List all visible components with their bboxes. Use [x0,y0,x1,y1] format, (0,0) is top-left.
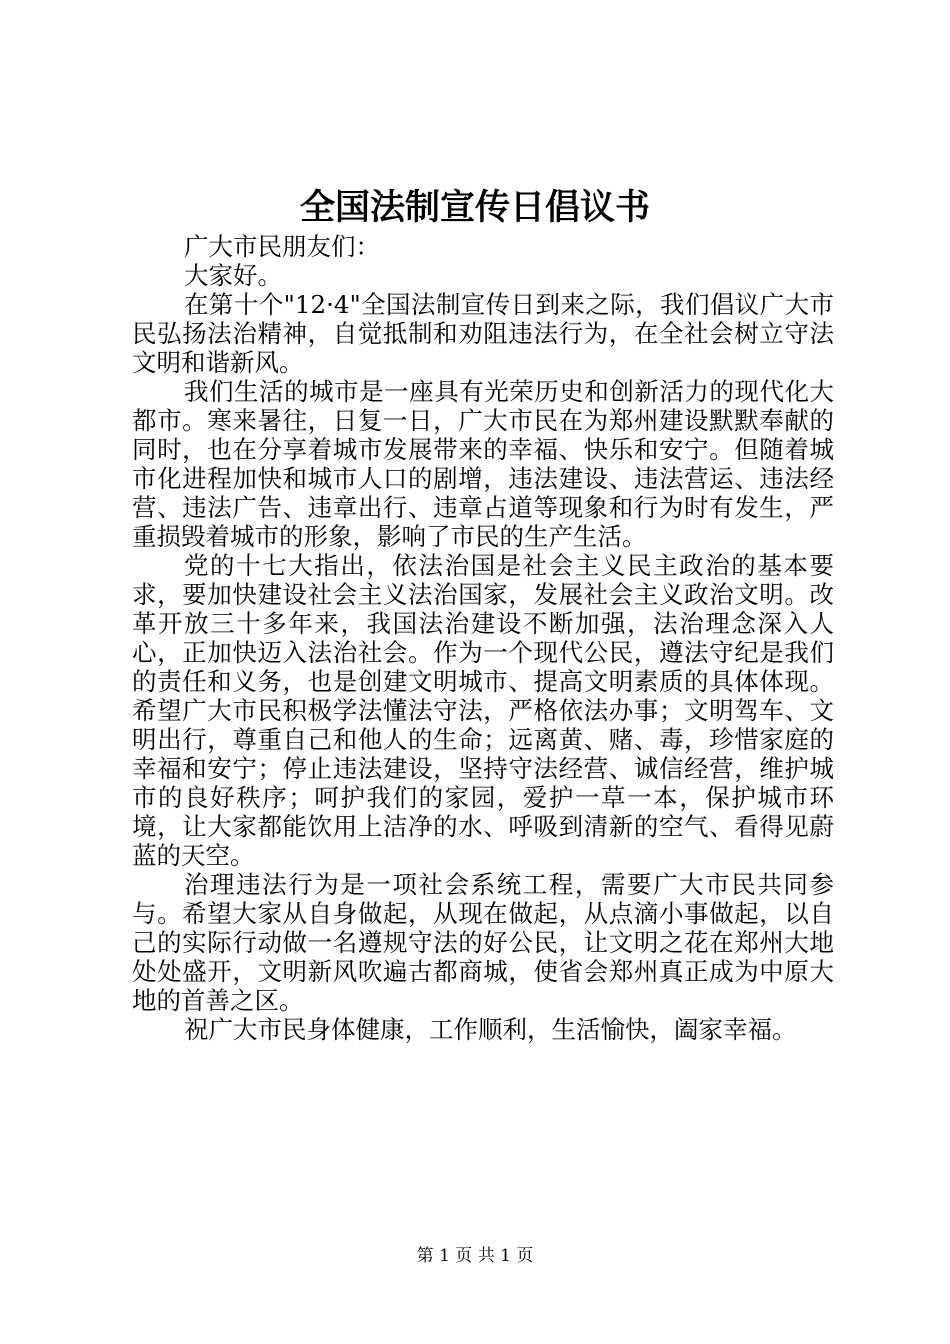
document-title: 全国法制宣传日倡议书 [299,188,650,228]
document-body [132,232,834,1044]
paragraph-governance: 治理违法行为是一项社会系统工程，需要广大市民共同参与。希望大家从自身做起，从现在做起，从点滴小事做起，以自己的实际行动做一名遵规守法的好公民，让文明之花在郑州大地处处盛开，文明新风吹遍古都商城，使省会郑州真正成为中原大地的首善之区。 [132,870,834,1015]
greeting: 大家好。 [184,261,282,290]
paragraph-intro: 在第十个"12·4"全国法制宣传日到来之际，我们倡议广大市民弘扬法治精神，自觉抵制和劝阻违法行为，在全社会树立守法文明和谐新风。 [132,290,834,377]
paragraph-rule-of-law: 党的十七大指出，依法治国是社会主义民主政治的基本要求，要加快建设社会主义法治国家，发展社会主义政治文明。改革开放三十多年来，我国法治建设不断加强，法治理念深入人心，正加快迈入法治社会。作为一个现代公民，遵法守纪是我们的责任和义务，也是创建文明城市、提高文明素质的具体体现。希望广大市民积极学法懂法守法，严格依法办事；文明驾车、文明出行，尊重自己和他人的生命；远离黄、赌、毒，珍惜家庭的幸福和安宁；停止违法建设，坚持守法经营、诚信经营，维护城市的良好秩序；呵护我们的家园，爱护一草一本，保护城市环境，让大家都能饮用上洁净的水、呼吸到清新的空气、看得见蔚蓝的天空。 [132,551,834,870]
salutation: 广大市民朋友们： [184,232,380,261]
page-number-footer: 第 1 页 共 1 页 [416,1246,534,1266]
paragraph-city: 我们生活的城市是一座具有光荣历史和创新活力的现代化大都市。寒来暑往，日复一日，广大市民在为郑州建设默默奉献的同时，也在分享着城市发展带来的幸福、快乐和安宁。但随着城市化进程加快和城市人口的剧增，违法建设、违法营运、违法经营、违法广告、违章出行、违章占道等现象和行为时有发生，严重损毁着城市的形象，影响了市民的生产生活。 [132,377,834,551]
paragraph-closing-wish: 祝广大市民身体健康，工作顺利，生活愉快，阖家幸福。 [184,1015,797,1044]
